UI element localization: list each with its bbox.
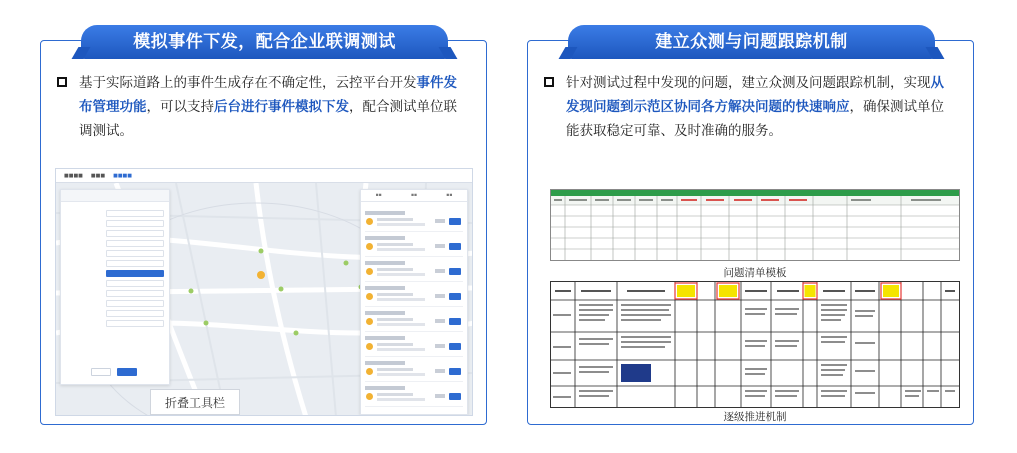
event-form-panel xyxy=(60,189,170,385)
map-pin-icon xyxy=(366,293,373,300)
event-list-header xyxy=(361,202,467,210)
submit-button[interactable] xyxy=(117,368,137,376)
issue-list-template-image xyxy=(550,189,960,261)
form-field[interactable] xyxy=(106,260,164,267)
form-field[interactable] xyxy=(106,310,164,317)
event-tabs xyxy=(361,190,467,202)
left-highlight-1: 事件发布管理功能 xyxy=(79,75,457,115)
escalation-caption: 逐级推进机制 xyxy=(723,411,787,423)
cancel-button[interactable] xyxy=(91,368,111,376)
escalation-mechanism-image xyxy=(550,281,960,408)
form-field[interactable] xyxy=(106,290,164,297)
screenshot-top-bar: ■■■■ ■■■ ■■■■ xyxy=(56,169,472,183)
event-tab[interactable]: ▪▪ xyxy=(375,193,382,198)
left-panel-title: 模拟事件下发，配合企业联调测试 xyxy=(81,25,448,59)
event-action-button[interactable] xyxy=(449,218,461,225)
left-text-1: 基于实际道路上的事件生成存在不确定性，云控平台开发 xyxy=(79,75,417,91)
map-pin-icon xyxy=(366,268,373,275)
list-item[interactable] xyxy=(365,360,463,382)
fold-toolbar-label[interactable]: 折叠工具栏 xyxy=(150,389,240,415)
left-text-2: ，可以支持 xyxy=(146,99,214,115)
list-item[interactable] xyxy=(365,285,463,307)
form-field[interactable] xyxy=(106,300,164,307)
list-item[interactable] xyxy=(365,210,463,232)
form-field[interactable] xyxy=(106,240,164,247)
form-row xyxy=(61,288,169,298)
left-panel xyxy=(40,32,487,425)
form-search-bar[interactable] xyxy=(61,190,169,202)
left-text-3: ，配合测试单位联调测试。 xyxy=(79,99,457,139)
map-pin-icon xyxy=(366,368,373,375)
form-field[interactable] xyxy=(106,320,164,327)
form-field[interactable] xyxy=(106,210,164,217)
map-pin-icon xyxy=(366,243,373,250)
form-row xyxy=(61,238,169,248)
event-action-button[interactable] xyxy=(449,343,461,350)
form-row xyxy=(61,208,169,218)
form-field[interactable] xyxy=(106,280,164,287)
event-tab[interactable]: ▪▪ xyxy=(410,193,418,198)
list-item[interactable] xyxy=(365,235,463,257)
list-item[interactable] xyxy=(365,310,463,332)
right-text-2: ，确保测试单位能获取稳定可靠、及时准确的服务。 xyxy=(566,99,944,139)
form-row xyxy=(61,308,169,318)
issue-list-caption: 问题清单模板 xyxy=(723,267,787,279)
right-bullet-text xyxy=(544,71,954,143)
form-row xyxy=(61,278,169,288)
event-management-screenshot xyxy=(55,168,473,416)
left-bullet-paragraph xyxy=(57,71,467,143)
form-row xyxy=(61,268,169,278)
event-action-button[interactable] xyxy=(449,268,461,275)
map-pin-icon xyxy=(366,318,373,325)
form-slider[interactable] xyxy=(106,270,164,277)
form-row xyxy=(61,258,169,268)
hollow-square-icon xyxy=(544,77,554,87)
form-row xyxy=(61,248,169,258)
event-action-button[interactable] xyxy=(449,318,461,325)
event-action-button[interactable] xyxy=(449,393,461,400)
map-pin-icon xyxy=(366,393,373,400)
event-action-button[interactable] xyxy=(449,243,461,250)
form-row xyxy=(61,298,169,308)
right-panel-title: 建立众测与问题跟踪机制 xyxy=(568,25,935,59)
right-highlight-1: 从发现问题到示范区协同各方解决问题的快速响应 xyxy=(566,75,944,115)
list-item[interactable] xyxy=(365,385,463,407)
form-row xyxy=(61,318,169,328)
right-text-1: 针对测试过程中发现的问题，建立众测及问题跟踪机制，实现 xyxy=(566,75,931,91)
event-action-button[interactable] xyxy=(449,368,461,375)
form-field[interactable] xyxy=(106,220,164,227)
event-list-panel xyxy=(360,189,468,415)
right-panel xyxy=(527,32,974,425)
form-field[interactable] xyxy=(106,230,164,237)
map-pin-icon xyxy=(366,218,373,225)
right-bullet-paragraph xyxy=(544,71,954,143)
map-pin-icon xyxy=(366,343,373,350)
form-field[interactable] xyxy=(106,250,164,257)
form-row xyxy=(61,218,169,228)
event-action-button[interactable] xyxy=(449,293,461,300)
hollow-square-icon xyxy=(57,77,67,87)
form-row xyxy=(61,228,169,238)
list-item[interactable] xyxy=(365,260,463,282)
list-item[interactable] xyxy=(365,335,463,357)
form-buttons xyxy=(91,368,137,376)
left-bullet-text xyxy=(57,71,467,143)
left-highlight-2: 后台进行事件模拟下发 xyxy=(214,99,349,115)
event-tab[interactable]: ▪▪ xyxy=(446,193,453,198)
